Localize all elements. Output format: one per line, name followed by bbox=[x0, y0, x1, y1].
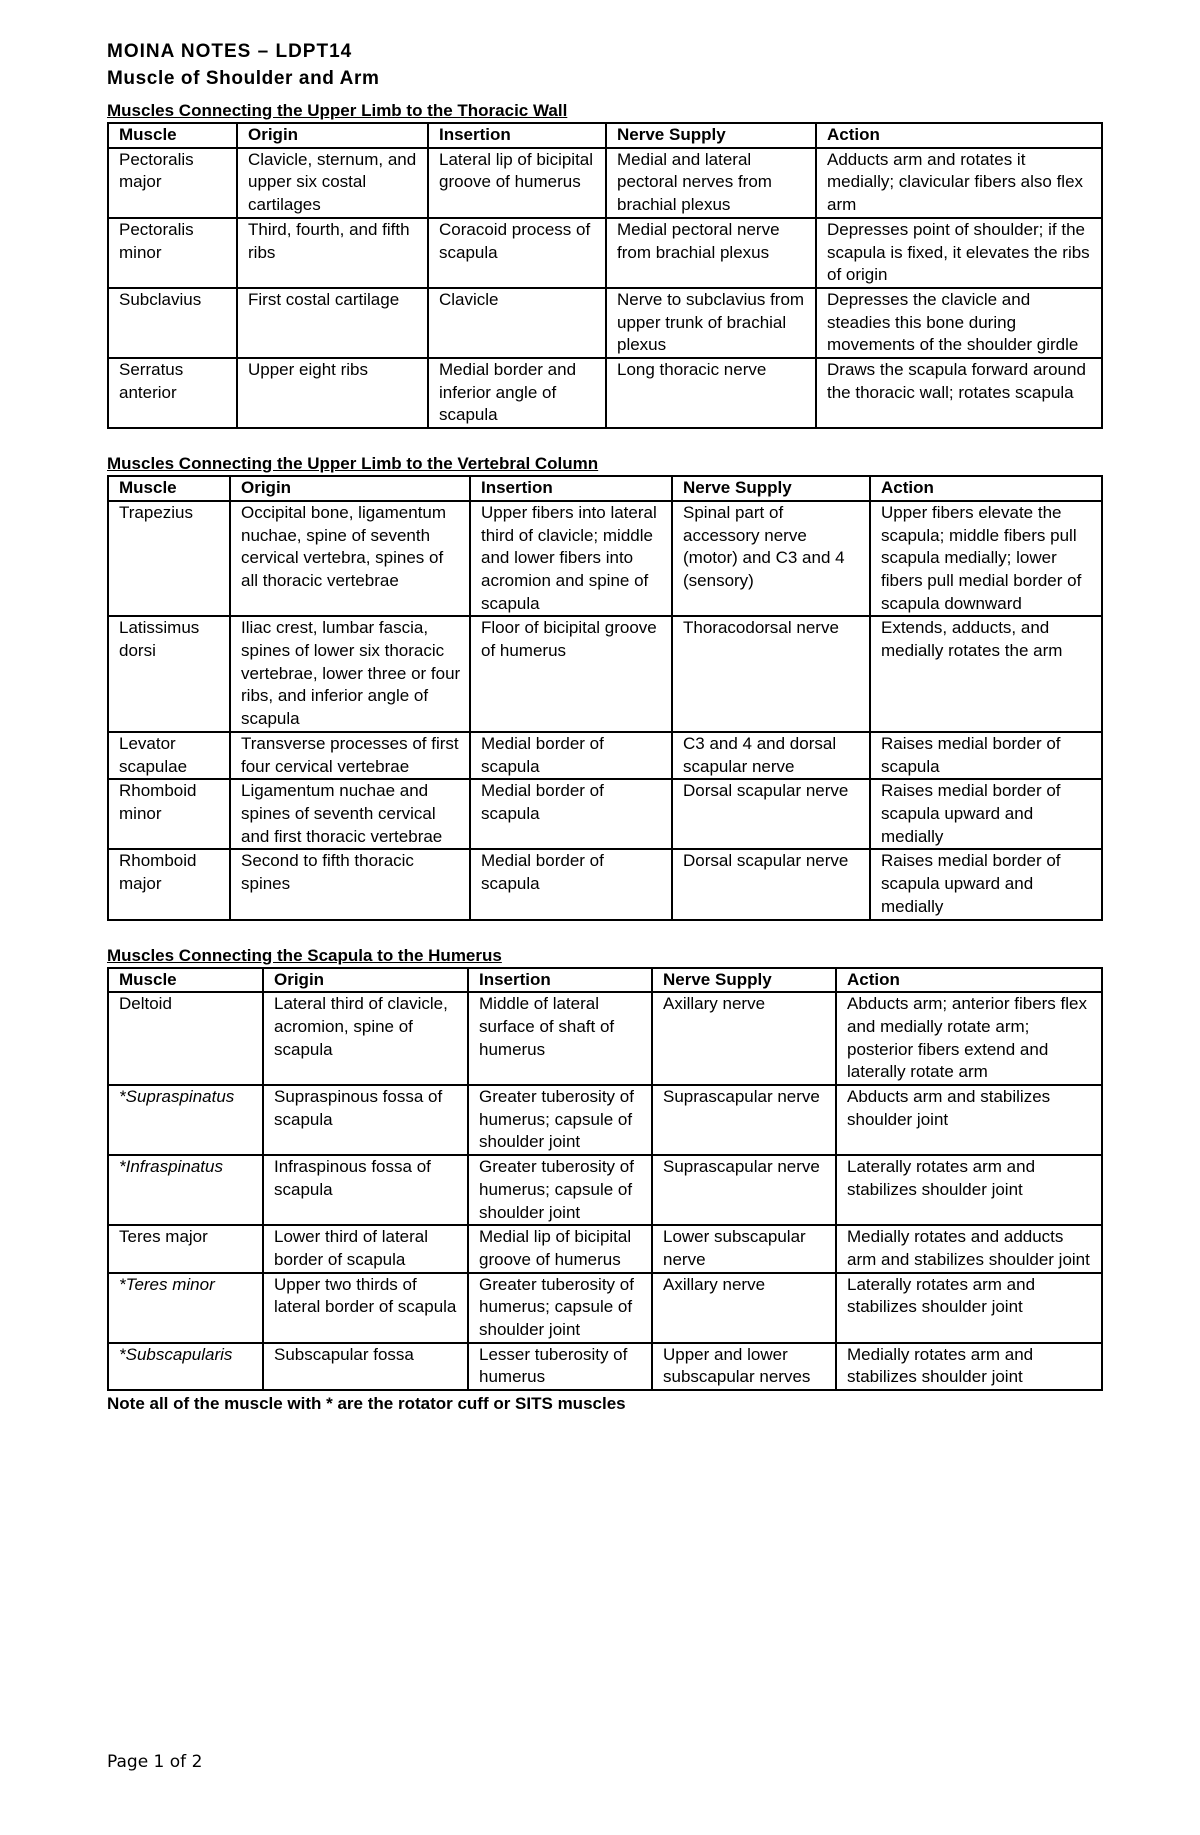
col-header-nerve: Nerve Supply bbox=[652, 968, 836, 993]
rotator-cuff-note: Note all of the muscle with * are the rotator cuff or SITS muscles bbox=[107, 1394, 626, 1414]
table-row bbox=[108, 218, 1102, 288]
cell-nerve: Suprascapular nerve bbox=[652, 1155, 836, 1225]
cell-origin: Second to fifth thoracic spines bbox=[230, 849, 470, 919]
cell-nerve: Axillary nerve bbox=[652, 992, 836, 1085]
cell-insertion: Greater tuberosity of humerus; capsule of shoulder joint bbox=[468, 1155, 652, 1225]
cell-action: Depresses point of shoulder; if the scapula is fixed, it elevates the ribs of origin bbox=[816, 218, 1102, 288]
cell-insertion: Greater tuberosity of humerus; capsule of shoulder joint bbox=[468, 1085, 652, 1155]
cell-insertion: Medial border of scapula bbox=[470, 849, 672, 919]
col-header-action: Action bbox=[816, 123, 1102, 148]
col-header-muscle: Muscle bbox=[108, 968, 263, 993]
cell-muscle: Pectoralis major bbox=[108, 148, 237, 218]
cell-origin: Ligamentum nuchae and spines of seventh cervical and first thoracic vertebrae bbox=[230, 779, 470, 849]
cell-insertion: Greater tuberosity of humerus; capsule of shoulder joint bbox=[468, 1273, 652, 1343]
cell-action: Abducts arm; anterior fibers flex and medially rotate arm; posterior fibers extend and laterally rotate arm bbox=[836, 992, 1102, 1085]
section-title-vertebral-column: Muscles Connecting the Upper Limb to the Vertebral Column bbox=[107, 454, 599, 474]
doc-subtitle: Muscle of Shoulder and Arm bbox=[107, 68, 380, 89]
cell-insertion: Upper fibers into lateral third of clavicle; middle and lower fibers into acromion and spine of scapula bbox=[470, 501, 672, 617]
cell-nerve: Spinal part of accessory nerve (motor) and C3 and 4 (sensory) bbox=[672, 501, 870, 617]
cell-muscle: Deltoid bbox=[108, 992, 263, 1085]
section-title-scapula-humerus: Muscles Connecting the Scapula to the Humerus bbox=[107, 945, 502, 965]
table-row bbox=[108, 732, 1102, 779]
cell-insertion: Middle of lateral surface of shaft of humerus bbox=[468, 992, 652, 1085]
cell-origin: Occipital bone, ligamentum nuchae, spine of seventh cervical vertebra, spines of all thoracic vertebrae bbox=[230, 501, 470, 617]
cell-insertion: Medial border of scapula bbox=[470, 779, 672, 849]
col-header-nerve: Nerve Supply bbox=[606, 123, 816, 148]
cell-nerve: Axillary nerve bbox=[652, 1273, 836, 1343]
cell-action: Upper fibers elevate the scapula; middle fibers pull scapula medially; lower fibers pull medial border of scapula downward bbox=[870, 501, 1102, 617]
cell-origin: Upper two thirds of lateral border of scapula bbox=[263, 1273, 468, 1343]
cell-insertion: Clavicle bbox=[428, 288, 606, 358]
cell-origin: Transverse processes of first four cervical vertebrae bbox=[230, 732, 470, 779]
table-header-row bbox=[108, 123, 1102, 148]
table-row bbox=[108, 501, 1102, 617]
col-header-origin: Origin bbox=[263, 968, 468, 993]
cell-action: Abducts arm and stabilizes shoulder joint bbox=[836, 1085, 1102, 1155]
cell-origin: Clavicle, sternum, and upper six costal cartilages bbox=[237, 148, 428, 218]
col-header-muscle: Muscle bbox=[108, 476, 230, 501]
cell-nerve: Lower subscapular nerve bbox=[652, 1225, 836, 1272]
table-row bbox=[108, 1343, 1102, 1390]
cell-muscle: Serratus anterior bbox=[108, 358, 237, 428]
col-header-origin: Origin bbox=[230, 476, 470, 501]
table-row bbox=[108, 148, 1102, 218]
table-vertebral-column bbox=[107, 475, 1103, 920]
cell-muscle: Latissimus dorsi bbox=[108, 616, 230, 732]
table-row bbox=[108, 1155, 1102, 1225]
cell-action: Laterally rotates arm and stabilizes shoulder joint bbox=[836, 1273, 1102, 1343]
section-title-thoracic-wall: Muscles Connecting the Upper Limb to the Thoracic Wall bbox=[107, 101, 568, 120]
cell-nerve: Medial pectoral nerve from brachial plexus bbox=[606, 218, 816, 288]
cell-origin: Iliac crest, lumbar fascia, spines of lower six thoracic vertebrae, lower three or four ribs, and inferior angle of scapula bbox=[230, 616, 470, 732]
cell-insertion: Medial border of scapula bbox=[470, 732, 672, 779]
cell-action: Depresses the clavicle and steadies this bone during movements of the shoulder girdle bbox=[816, 288, 1102, 358]
cell-muscle: Levator scapulae bbox=[108, 732, 230, 779]
cell-action: Medially rotates arm and stabilizes shoulder joint bbox=[836, 1343, 1102, 1390]
cell-muscle-rotator-cuff: *Teres minor bbox=[108, 1273, 263, 1343]
cell-action: Draws the scapula forward around the thoracic wall; rotates scapula bbox=[816, 358, 1102, 428]
cell-insertion: Medial lip of bicipital groove of humerus bbox=[468, 1225, 652, 1272]
cell-nerve: Upper and lower subscapular nerves bbox=[652, 1343, 836, 1390]
col-header-origin: Origin bbox=[237, 123, 428, 148]
cell-action: Adducts arm and rotates it medially; clavicular fibers also flex arm bbox=[816, 148, 1102, 218]
table-row bbox=[108, 288, 1102, 358]
cell-nerve: Nerve to subclavius from upper trunk of brachial plexus bbox=[606, 288, 816, 358]
cell-insertion: Medial border and inferior angle of scapula bbox=[428, 358, 606, 428]
cell-origin: Infraspinous fossa of scapula bbox=[263, 1155, 468, 1225]
table-row bbox=[108, 992, 1102, 1085]
col-header-insertion: Insertion bbox=[468, 968, 652, 993]
cell-action: Raises medial border of scapula upward and medially bbox=[870, 849, 1102, 919]
cell-muscle-rotator-cuff: *Supraspinatus bbox=[108, 1085, 263, 1155]
cell-insertion: Coracoid process of scapula bbox=[428, 218, 606, 288]
cell-muscle: Rhomboid minor bbox=[108, 779, 230, 849]
cell-insertion: Lesser tuberosity of humerus bbox=[468, 1343, 652, 1390]
table-row bbox=[108, 358, 1102, 428]
cell-nerve: Medial and lateral pectoral nerves from brachial plexus bbox=[606, 148, 816, 218]
table-header-row bbox=[108, 968, 1102, 993]
cell-nerve: C3 and 4 and dorsal scapular nerve bbox=[672, 732, 870, 779]
cell-nerve: Thoracodorsal nerve bbox=[672, 616, 870, 732]
table-row bbox=[108, 1273, 1102, 1343]
cell-action: Medially rotates and adducts arm and stabilizes shoulder joint bbox=[836, 1225, 1102, 1272]
table-row bbox=[108, 1225, 1102, 1272]
cell-muscle: Rhomboid major bbox=[108, 849, 230, 919]
cell-muscle-rotator-cuff: *Subscapularis bbox=[108, 1343, 263, 1390]
table-scapula-humerus bbox=[107, 967, 1103, 1392]
cell-nerve: Dorsal scapular nerve bbox=[672, 849, 870, 919]
cell-nerve: Dorsal scapular nerve bbox=[672, 779, 870, 849]
cell-action: Laterally rotates arm and stabilizes shoulder joint bbox=[836, 1155, 1102, 1225]
doc-title: MOINA NOTES – LDPT14 bbox=[107, 41, 353, 62]
table-row bbox=[108, 1085, 1102, 1155]
table-row bbox=[108, 849, 1102, 919]
cell-muscle-rotator-cuff: *Infraspinatus bbox=[108, 1155, 263, 1225]
table-header-row bbox=[108, 476, 1102, 501]
col-header-insertion: Insertion bbox=[428, 123, 606, 148]
cell-origin: Lower third of lateral border of scapula bbox=[263, 1225, 468, 1272]
cell-muscle: Subclavius bbox=[108, 288, 237, 358]
cell-action: Raises medial border of scapula bbox=[870, 732, 1102, 779]
cell-muscle: Teres major bbox=[108, 1225, 263, 1272]
cell-origin: Third, fourth, and fifth ribs bbox=[237, 218, 428, 288]
cell-nerve: Suprascapular nerve bbox=[652, 1085, 836, 1155]
table-row bbox=[108, 779, 1102, 849]
cell-nerve: Long thoracic nerve bbox=[606, 358, 816, 428]
document-page bbox=[107, 40, 1101, 1415]
cell-muscle: Pectoralis minor bbox=[108, 218, 237, 288]
page-number: Page 1 of 2 bbox=[107, 1752, 203, 1772]
cell-action: Raises medial border of scapula upward and medially bbox=[870, 779, 1102, 849]
cell-insertion: Lateral lip of bicipital groove of humerus bbox=[428, 148, 606, 218]
cell-muscle: Trapezius bbox=[108, 501, 230, 617]
cell-action: Extends, adducts, and medially rotates the arm bbox=[870, 616, 1102, 732]
cell-insertion: Floor of bicipital groove of humerus bbox=[470, 616, 672, 732]
cell-origin: First costal cartilage bbox=[237, 288, 428, 358]
col-header-action: Action bbox=[836, 968, 1102, 993]
col-header-insertion: Insertion bbox=[470, 476, 672, 501]
table-row bbox=[108, 616, 1102, 732]
cell-origin: Supraspinous fossa of scapula bbox=[263, 1085, 468, 1155]
table-thoracic-wall bbox=[107, 122, 1103, 429]
cell-origin: Subscapular fossa bbox=[263, 1343, 468, 1390]
col-header-muscle: Muscle bbox=[108, 123, 237, 148]
col-header-nerve: Nerve Supply bbox=[672, 476, 870, 501]
col-header-action: Action bbox=[870, 476, 1102, 501]
cell-origin: Lateral third of clavicle, acromion, spine of scapula bbox=[263, 992, 468, 1085]
cell-origin: Upper eight ribs bbox=[237, 358, 428, 428]
